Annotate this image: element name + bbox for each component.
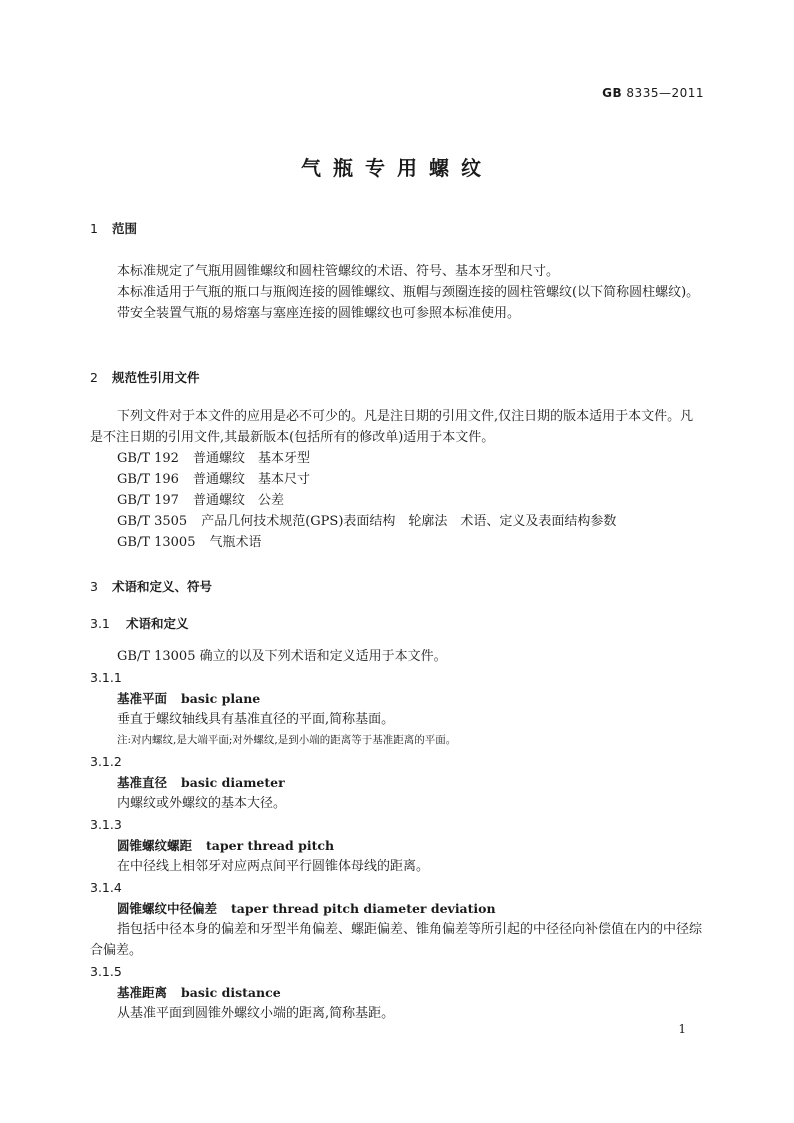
term-number: 3.1.1 — [90, 670, 122, 685]
section-3-body — [90, 646, 704, 1024]
paragraph: 本标准规定了气瓶用圆锥螺纹和圆柱管螺纹的术语、符号、基本牙型和尺寸。 — [117, 264, 560, 279]
term-definition: 从基准平面到圆锥外螺纹小端的距离,简称基距。 — [117, 1006, 395, 1021]
section-1-heading: 1 范围 — [90, 221, 138, 236]
term-heading: 基准距离 basic distance — [117, 985, 281, 1000]
term-definition: 垂直于螺纹轴线具有基准直径的平面,简称基面。 — [117, 712, 395, 727]
term-definition: 指包括中径本身的偏差和牙型半角偏差、螺距偏差、锥角偏差等所引起的中径径向补偿值在内的中径综合偏差。 — [90, 922, 703, 958]
reference-item: GB/T 192 普通螺纹 基本牙型 — [117, 451, 310, 466]
reference-item: GB/T 13005 气瓶术语 — [117, 535, 262, 550]
term-definition: 在中径线上相邻牙对应两点间平行圆锥体母线的距离。 — [117, 859, 430, 874]
section-2-body — [90, 406, 704, 553]
section-3-heading: 3 术语和定义、符号 — [90, 579, 213, 594]
paragraph: GB/T 13005 确立的以及下列术语和定义适用于本文件。 — [117, 649, 447, 664]
term-number: 3.1.4 — [90, 880, 122, 895]
term-number: 3.1.2 — [90, 754, 122, 769]
section-1-body — [90, 261, 704, 324]
reference-item: GB/T 197 普通螺纹 公差 — [117, 493, 284, 508]
standard-number: GB 8335—2011 — [602, 86, 704, 100]
term-heading: 圆锥螺纹中径偏差 taper thread pitch diameter deviation — [117, 901, 496, 916]
reference-item: GB/T 196 普通螺纹 基本尺寸 — [117, 472, 310, 487]
term-heading: 基准平面 basic plane — [117, 691, 261, 706]
term-definition: 内螺纹或外螺纹的基本大径。 — [117, 796, 287, 811]
term-note: 注:对内螺纹,是大端平面;对外螺纹,是到小端的距离等于基准距离的平面。 — [117, 734, 457, 746]
paragraph: 带安全装置气瓶的易熔塞与塞座连接的圆锥螺纹也可参照本标准使用。 — [117, 306, 521, 321]
section-2-heading: 2 规范性引用文件 — [90, 370, 200, 385]
page-number: 1 — [678, 1022, 686, 1036]
reference-item: GB/T 3505 产品几何技术规范(GPS)表面结构 轮廓法 术语、定义及表面结构参数 — [117, 514, 617, 529]
term-heading: 基准直径 basic diameter — [117, 775, 285, 790]
paragraph: 下列文件对于本文件的应用是必不可少的。凡是注日期的引用文件,仅注日期的版本适用于本文件。凡是不注日期的引用文件,其最新版本(包括所有的修改单)适用于本文件。 — [90, 409, 694, 445]
term-number: 3.1.3 — [90, 817, 122, 832]
term-number: 3.1.5 — [90, 964, 122, 979]
document-title: 气瓶专用螺纹 — [301, 156, 493, 180]
term-heading: 圆锥螺纹螺距 taper thread pitch — [117, 838, 335, 853]
paragraph: 本标准适用于气瓶的瓶口与瓶阀连接的圆锥螺纹、瓶帽与颈圈连接的圆柱管螺纹(以下简称圆柱螺纹)。 — [117, 285, 700, 300]
subsection-3-1-heading: 3.1 术语和定义 — [90, 616, 189, 631]
